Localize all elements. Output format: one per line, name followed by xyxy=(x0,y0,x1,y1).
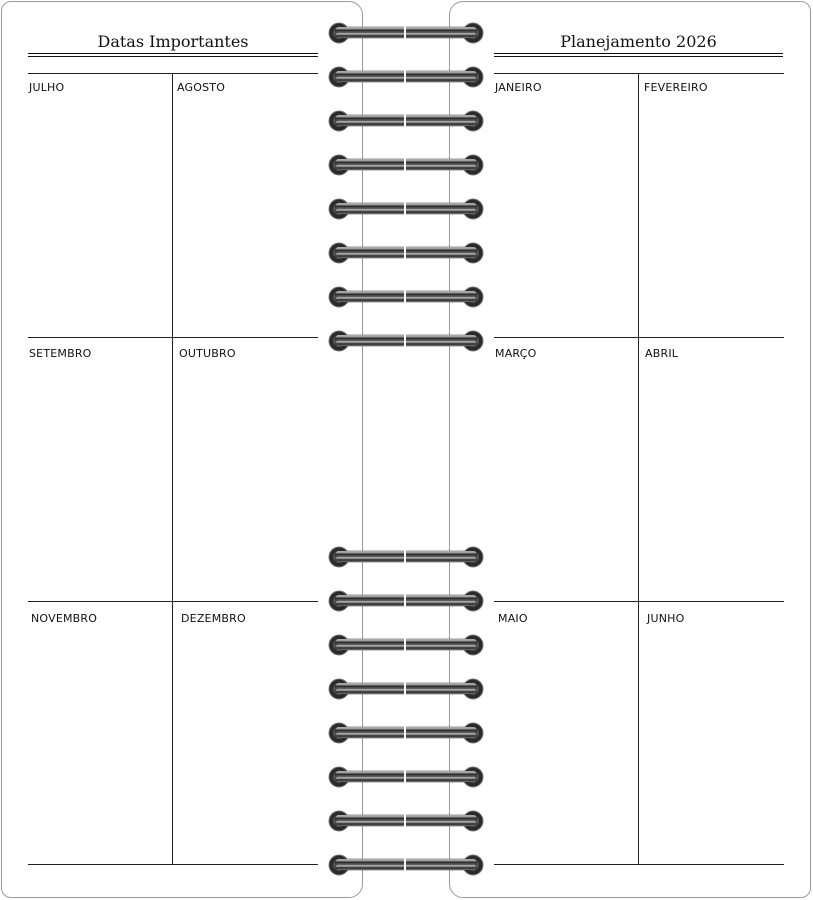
left-title-rule xyxy=(28,53,318,57)
month-label-junho: JUNHO xyxy=(647,612,685,625)
spiral-ring-icon xyxy=(327,22,485,44)
left-grid-line-row3 xyxy=(28,601,318,602)
right-title-rule xyxy=(494,53,783,57)
spiral-ring-icon xyxy=(327,198,485,220)
spiral-ring-icon xyxy=(327,590,485,612)
left-page xyxy=(1,1,363,898)
spiral-ring-icon xyxy=(327,546,485,568)
spiral-ring-icon xyxy=(327,154,485,176)
spiral-ring-icon xyxy=(327,678,485,700)
month-label-agosto: AGOSTO xyxy=(177,81,226,94)
month-label-julho: JULHO xyxy=(29,81,65,94)
spiral-ring-icon xyxy=(327,634,485,656)
right-page xyxy=(449,1,811,898)
month-label-abril: ABRIL xyxy=(645,347,679,360)
month-label-maio: MAIO xyxy=(498,612,528,625)
month-label-fevereiro: FEVEREIRO xyxy=(644,81,708,94)
spiral-ring-icon xyxy=(327,242,485,264)
right-grid-line-row3 xyxy=(494,601,784,602)
right-grid-line-top xyxy=(494,73,784,74)
left-grid-line-top xyxy=(28,73,318,74)
spiral-ring-icon xyxy=(327,66,485,88)
spiral-ring-icon xyxy=(327,722,485,744)
spiral-ring-icon xyxy=(327,110,485,132)
left-grid-line-row2 xyxy=(28,337,318,338)
left-page-title: Datas Importantes xyxy=(97,32,249,51)
month-label-marco: MARÇO xyxy=(495,347,537,360)
spiral-ring-icon xyxy=(327,330,485,352)
spiral-ring-icon xyxy=(327,810,485,832)
spiral-ring-icon xyxy=(327,286,485,308)
spiral-ring-icon xyxy=(327,766,485,788)
right-grid-divider xyxy=(638,73,639,865)
month-label-dezembro: DEZEMBRO xyxy=(181,612,246,625)
spiral-ring-icon xyxy=(327,854,485,876)
left-grid-line-bottom xyxy=(28,864,318,865)
right-grid-line-row2 xyxy=(494,337,784,338)
right-grid-line-bottom xyxy=(494,864,784,865)
month-label-outubro: OUTUBRO xyxy=(179,347,236,360)
left-grid-divider xyxy=(172,73,173,865)
month-label-novembro: NOVEMBRO xyxy=(31,612,98,625)
right-page-title: Planejamento 2026 xyxy=(560,32,717,51)
month-label-setembro: SETEMBRO xyxy=(29,347,92,360)
month-label-janeiro: JANEIRO xyxy=(495,81,542,94)
